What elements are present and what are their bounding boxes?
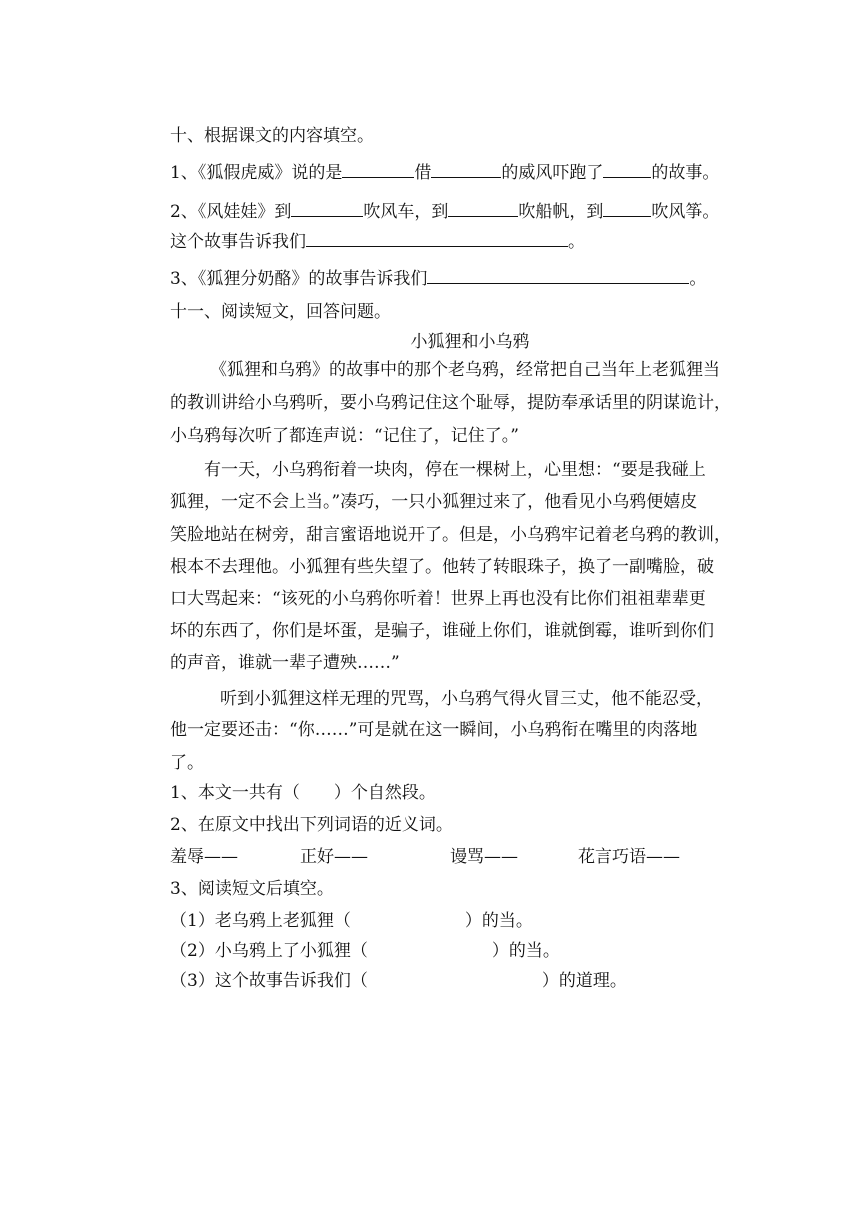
- fill-blank[interactable]: [427, 266, 689, 284]
- fill-blank[interactable]: [448, 199, 518, 217]
- story-p2-line: 狐狸，一定不会上当。”凑巧，一只小狐狸过来了，他看见小乌鸦便嬉皮: [170, 492, 698, 512]
- synonym-word: 羞辱——: [170, 847, 238, 867]
- question-11-3-1: （1）老乌鸦上老狐狸（ ）的当。: [170, 911, 533, 931]
- question-11-2: 2、在原文中找出下列词语的近义词。: [170, 815, 453, 835]
- section-10-title: 十、根据课文的内容填空。: [170, 126, 374, 146]
- q10-2-text-a: 2、《风娃娃》到: [170, 202, 292, 222]
- question-10-3: [170, 266, 770, 291]
- q10-1-text-b: 借: [414, 163, 432, 183]
- fill-blank[interactable]: [431, 160, 501, 178]
- question-10-2-cont: [170, 229, 770, 254]
- story-p1-line: 的教训讲给小乌鸦听，要小乌鸦记住这个耻辱，提防奉承话里的阴谋诡计，: [170, 393, 731, 413]
- q10-2-text-b: 吹风车，到: [363, 202, 449, 222]
- fill-blank[interactable]: [306, 229, 568, 247]
- question-11-3: 3、阅读短文后填空。: [170, 879, 334, 899]
- question-11-3-3: （3）这个故事告诉我们（ ）的道理。: [170, 971, 627, 991]
- q10-2-text-f: 。: [568, 232, 585, 252]
- q10-1-text-c: 的威风吓跑了: [501, 163, 604, 183]
- q10-2-text-d: 吹风筝。: [651, 202, 720, 222]
- story-title: 小狐狸和小乌鸦: [410, 332, 530, 352]
- fill-blank[interactable]: [291, 199, 363, 217]
- fill-blank[interactable]: [603, 199, 651, 217]
- story-p2-line: 根本不去理他。小狐狸有些失望了。他转了转眼珠子，换了一副嘴脸，破: [170, 557, 714, 577]
- q10-2-text-c: 吹船帆，到: [518, 202, 604, 222]
- question-11-3-2: （2）小乌鸦上了小狐狸（ ）的当。: [170, 941, 560, 961]
- fill-blank[interactable]: [342, 160, 414, 178]
- q10-3-text-b: 。: [689, 269, 707, 289]
- q10-2-text-e: 这个故事告诉我们: [170, 232, 306, 252]
- story-p2-line: 坏的东西了，你们是坏蛋，是骗子，谁碰上你们，谁就倒霉，谁听到你们: [170, 621, 714, 641]
- q10-3-text-a: 3、《狐狸分奶酪》的故事告诉我们: [170, 269, 428, 289]
- story-p1-line: 《狐狸和乌鸦》的故事中的那个老乌鸦，经常把自己当年上老狐狸当: [210, 360, 720, 380]
- story-p2-line: 有一天，小乌鸦衔着一块肉，停在一棵树上，心里想：“要是我碰上: [204, 460, 706, 480]
- story-p3-line: 他一定要还击：“你……”可是就在这一瞬间，小乌鸦衔在嘴里的肉落地: [170, 720, 698, 740]
- synonym-word: 正好——: [300, 847, 368, 867]
- synonym-word: 谩骂——: [450, 847, 518, 867]
- q10-1-text-d: 的故事。: [651, 163, 720, 183]
- story-p1-line: 小乌鸦每次听了都连声说：“记住了，记住了。”: [170, 426, 519, 446]
- question-11-1: 1、本文一共有（ ）个自然段。: [170, 783, 436, 803]
- fill-blank[interactable]: [603, 160, 651, 178]
- story-p2-line: 口大骂起来：“该死的小乌鸦你听着！世界上再也没有比你们祖祖辈辈更: [170, 589, 706, 609]
- story-p2-line: 的声音，谁就一辈子遭殃……”: [170, 653, 400, 673]
- story-p2-line: 笑脸地站在树旁，甜言蜜语地说开了。但是，小乌鸦牢记着老乌鸦的教训，: [170, 525, 731, 545]
- section-11-title: 十一、阅读短文，回答问题。: [170, 302, 391, 322]
- synonym-word: 花言巧语——: [578, 847, 680, 867]
- story-p3-line: 了。: [170, 753, 204, 773]
- q10-1-text-a: 1、《狐假虎威》说的是: [170, 163, 343, 183]
- question-10-2: [170, 199, 770, 224]
- story-p3-line: 听到小狐狸这样无理的咒骂，小乌鸦气得火冒三丈，他不能忍受，: [220, 689, 713, 709]
- question-10-1: [170, 160, 770, 185]
